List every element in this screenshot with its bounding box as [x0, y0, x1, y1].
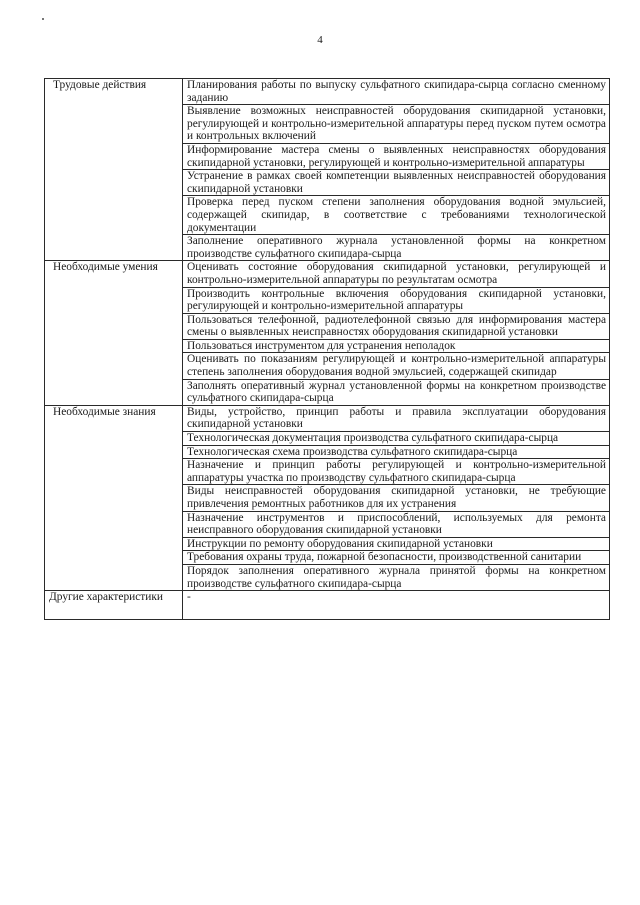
- table-row: [45, 261, 610, 287]
- table-cell: Заполнять оперативный журнал установленной формы на конкретном производстве сульфатного скипидара-сырца: [183, 379, 610, 405]
- table-cell: Производить контрольные включения оборудования скипидарной установки, регулирующей и контрольно-измерительной аппаратуры: [183, 287, 610, 313]
- competency-table: [44, 78, 610, 620]
- table-cell: Устранение в рамках своей компетенции выявленных неисправностей оборудования скипидарной установки: [183, 170, 610, 196]
- table-cell: Требования охраны труда, пожарной безопасности, производственной санитарии: [183, 551, 610, 565]
- table-row: [45, 405, 610, 431]
- section-label: Необходимые знания: [45, 405, 183, 590]
- table-cell: Планирования работы по выпуску сульфатного скипидара-сырца согласно сменному заданию: [183, 79, 610, 105]
- section-label: Другие характеристики: [45, 591, 183, 620]
- section-label: Необходимые умения: [45, 261, 183, 406]
- table-cell: Порядок заполнения оперативного журнала принятой формы на конкретном производстве сульфатного скипидара-сырца: [183, 564, 610, 590]
- table-cell: Назначение инструментов и приспособлений, используемых для ремонта неисправного оборудования скипидарной установки: [183, 511, 610, 537]
- table-cell: Виды, устройство, принцип работы и правила эксплуатации оборудования скипидарной установки: [183, 405, 610, 431]
- table-cell: Проверка перед пуском степени заполнения оборудования водной эмульсией, содержащей скипидар, в соответствие с требованиями технологической документации: [183, 196, 610, 235]
- table-cell: Технологическая схема производства сульфатного скипидара-сырца: [183, 445, 610, 459]
- table-cell: Инструкции по ремонту оборудования скипидарной установки: [183, 537, 610, 551]
- table-cell: Заполнение оперативного журнала установленной формы на конкретном производстве сульфатного скипидара-сырца: [183, 235, 610, 261]
- table-cell: Оценивать состояние оборудования скипидарной установки, регулирующей и контрольно-измерительной аппаратуры по результатам осмотра: [183, 261, 610, 287]
- table-cell: Пользоваться инструментом для устранения неполадок: [183, 339, 610, 353]
- page-number: 4: [317, 34, 323, 46]
- scan-speck: [42, 18, 44, 20]
- table-cell: Пользоваться телефонной, радиотелефонной связью для информирования мастера смены о выявленных неисправностях оборудования скипидарной установки: [183, 313, 610, 339]
- table-row: [45, 591, 610, 620]
- table-row: [45, 79, 610, 105]
- table-cell: Оценивать по показаниям регулирующей и контрольно-измерительной аппаратуры степень заполнения оборудования водной эмульсией, содержащей скипидар: [183, 353, 610, 379]
- table-cell: Выявление возможных неисправностей оборудования скипидарной установки, регулирующей и контрольно-измерительной аппаратуры перед пуском путем осмотра и контрольных включений: [183, 105, 610, 144]
- table-cell: Виды неисправностей оборудования скипидарной установки, не требующие привлечения ремонтных работников для их устранения: [183, 485, 610, 511]
- table-cell: Информирование мастера смены о выявленных неисправностях оборудования скипидарной установки, регулирующей и контрольно-измерительной аппаратуры: [183, 143, 610, 169]
- section-label: Трудовые действия: [45, 79, 183, 261]
- table-cell: Назначение и принцип работы регулирующей и контрольно-измерительной аппаратуры участка по производству сульфатного скипидара-сырца: [183, 459, 610, 485]
- table-cell: -: [183, 591, 610, 620]
- table-cell: Технологическая документация производства сульфатного скипидара-сырца: [183, 432, 610, 446]
